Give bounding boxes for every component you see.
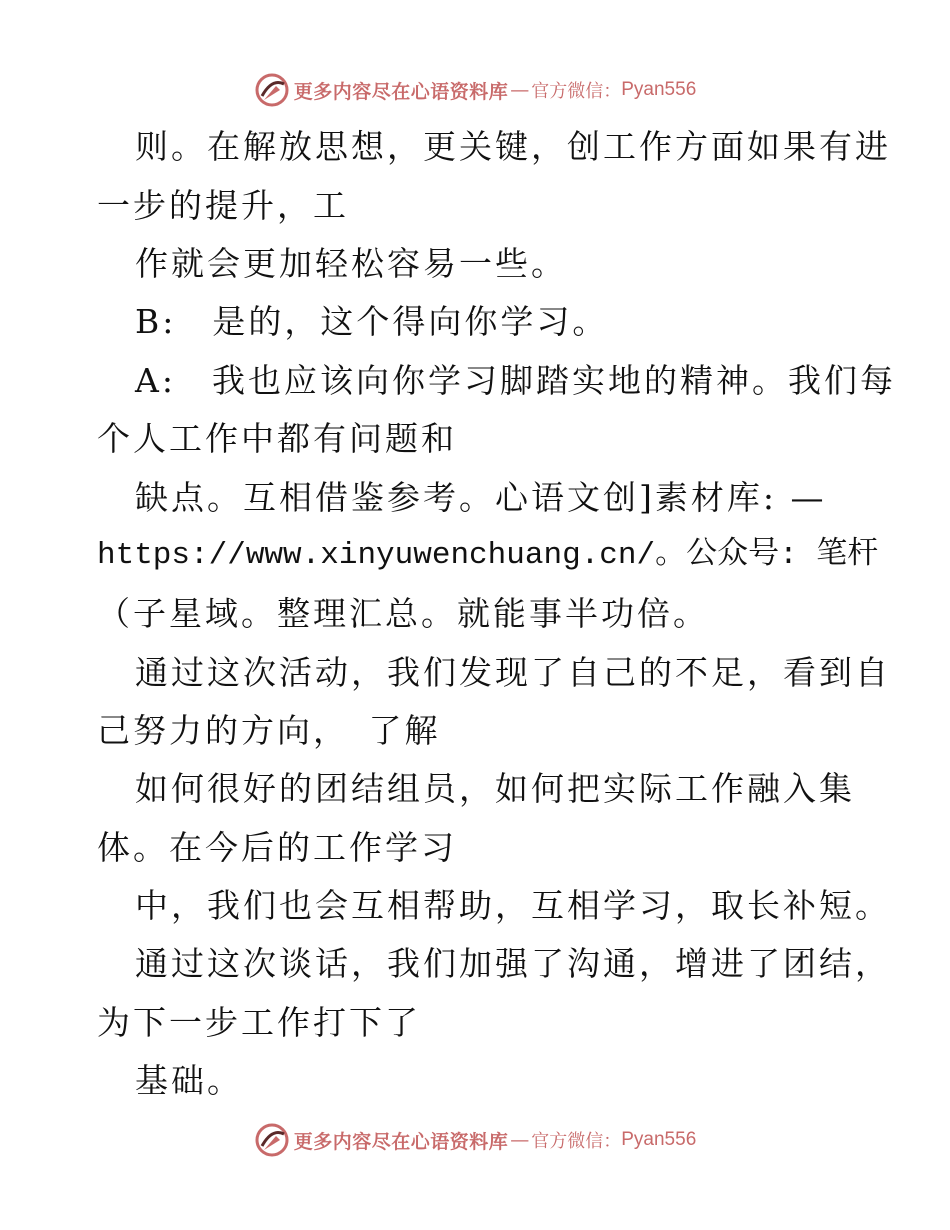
body-line: 作就会更加轻松容易一些。	[135, 244, 567, 283]
footer-banner	[0, 1120, 950, 1160]
footer-wechat-label: 官方微信：	[531, 1131, 622, 1152]
body-line: 缺点。互相借鉴参考。心语文创]素材库: —	[135, 478, 827, 517]
body-line: 中，我们也会互相帮助，互相学习，取长补短。	[135, 886, 891, 925]
body-line: B: 是的，这个得向你学习。	[135, 302, 609, 341]
footer-wechat-id: Pyan556	[621, 1129, 697, 1150]
body-line: A: 我也应该向你学习脚踏实地的精神。我们每	[135, 361, 896, 400]
body-line: 为下一步工作打下了	[97, 1003, 421, 1042]
footer-text: 更多内容尽在心语资料库	[293, 1130, 509, 1153]
body-line: 通过这次谈话，我们加强了沟通，增进了团结，	[135, 944, 891, 983]
footer-separator: —	[510, 1129, 530, 1151]
body-line: 个人工作中都有问题和	[97, 419, 457, 458]
header-separator: —	[510, 79, 530, 101]
header-wechat-id: Pyan556	[621, 79, 697, 100]
body-line: 如何很好的团结组员，如何把实际工作融入集	[135, 769, 855, 808]
body-line: 己努力的方向， 了解	[97, 711, 441, 750]
header-text: 更多内容尽在心语资料库	[293, 80, 509, 103]
header-wechat-label: 官方微信：	[531, 81, 622, 102]
body-line: 基础。	[135, 1061, 243, 1100]
body-line: 则。在解放思想，更关键，创工作方面如果有进	[135, 127, 891, 166]
brand-logo-icon	[254, 1122, 290, 1158]
body-line: 通过这次活动，我们发现了自己的不足，看到自	[135, 653, 891, 692]
body-line: 一步的提升，工	[97, 186, 349, 225]
body-line: https://www.xinyuwenchuang.cn/。公众号: 笔杆	[97, 538, 879, 573]
body-line: 体。在今后的工作学习	[97, 828, 457, 867]
body-line: （子星域。整理汇总。就能事半功倍。	[97, 594, 709, 633]
